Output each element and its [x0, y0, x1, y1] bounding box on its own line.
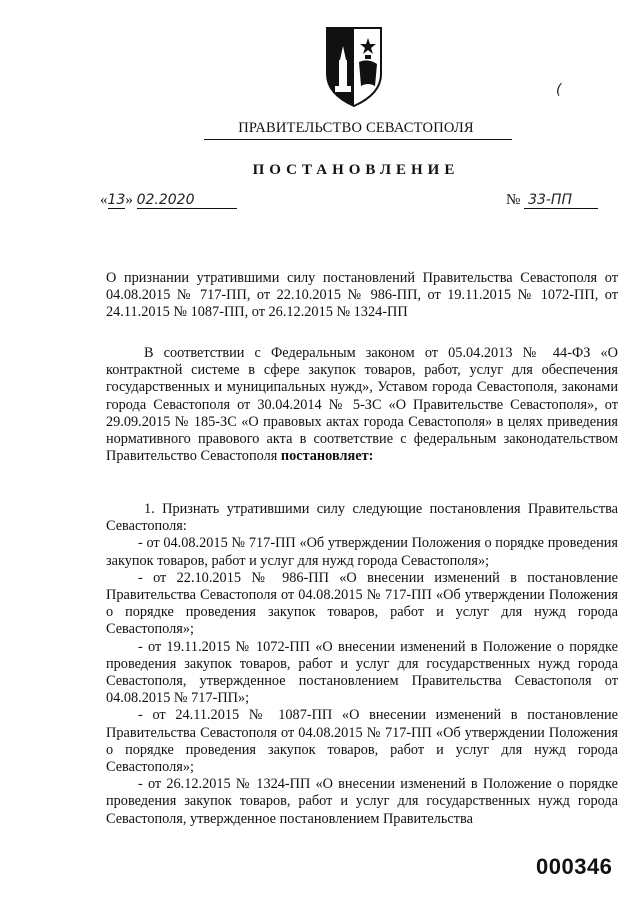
sevastopol-coat-of-arms-icon: [323, 24, 385, 108]
list-item: - от 24.11.2015 № 1087-ПП «О внесении изменений в постановление Правительства Севастополя от 04.08.2015 № 717-ПП «Об утверждении Положения о порядке проведения закупок товаров, работ и услуг для нужд города Севастополя»;: [106, 707, 618, 776]
date-open-quote: «: [100, 192, 108, 208]
item-1-intro: 1. Признать утратившими силу следующие постановления Правительства Севастополя:: [106, 501, 618, 535]
list-item: - от 26.12.2015 № 1324-ПП «О внесении изменений в Положение о порядке проведения закупок товаров, работ и услуг для государственных нужд города Севастополя, утвержденное постановлением Правительства: [106, 776, 618, 827]
resolves-word: постановляет:: [280, 448, 374, 465]
margin-mark: (: [556, 82, 562, 98]
document-date: [100, 192, 237, 209]
number-value: 33-ПП: [524, 192, 598, 209]
number-sign: №: [506, 192, 521, 208]
item-list: [106, 501, 618, 828]
preamble: [106, 345, 618, 465]
document-title: О признании утратившими силу постановлений Правительства Севастополя от 04.08.2015 № 717-ПП, от 22.10.2015 № 986-ПП, от 19.11.2015 № 1072-ПП, от 24.11.2015 № 1087-ПП, от 26.12.2015 № 1324-ПП: [106, 270, 618, 321]
date-close-quote: »: [125, 192, 133, 208]
page-number: 000346: [536, 854, 613, 879]
list-item: - от 19.11.2015 № 1072-ПП «О внесении изменений в Положение о порядке проведения закупок товаров, работ и услуг для государственных нужд города Севастополя, утвержденное постановлением Правительства Севастополя от 04.08.2015 № 717-ПП»;: [106, 638, 618, 707]
preamble-text: В соответствии с Федеральным законом от 05.04.2013 № 44-ФЗ «О контрактной системе в сфере закупок товаров, работ, услуг для обеспечения государственных и муниципальных нужд», Уставом города Севастополя, законами города Севастополя от 30.04.2014 № 5-ЗС «О Правительстве Севастополя», от 29.09.2015 № 185-ЗС «О правовых актах города Севастополя» в целях приведения нормативного правового акта в соответствие с федеральным законодательством Правительство Севастополя: [106, 345, 618, 465]
government-title: ПРАВИТЕЛЬСТВО СЕВАСТОПОЛЯ: [238, 120, 474, 136]
header-rule: [204, 139, 512, 140]
list-item: - от 22.10.2015 № 986-ПП «О внесении изменений в постановление Правительства Севастополя от 04.08.2015 № 717-ПП «Об утверждении Положения о порядке проведения закупок товаров, работ и услуг для нужд города Севастополя»;: [106, 569, 618, 638]
list-item: - от 04.08.2015 № 717-ПП «Об утверждении Положения о порядке проведения закупок товаров, работ и услуг для нужд города Севастополя»;: [106, 535, 618, 569]
date-month-year: 02.2020: [137, 192, 237, 209]
date-day: 13: [107, 192, 126, 208]
document-number: [506, 192, 598, 209]
document-type: ПОСТАНОВЛЕНИЕ: [252, 162, 460, 178]
